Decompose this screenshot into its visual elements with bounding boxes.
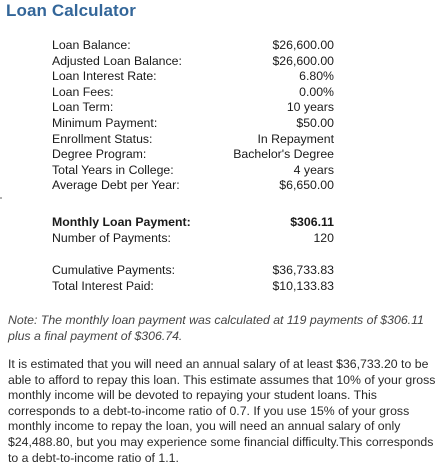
totals-summary xyxy=(52,263,334,294)
total-interest-paid-row xyxy=(52,279,334,295)
detail-label: Adjusted Loan Balance: xyxy=(52,53,182,68)
total-interest-label: Total Interest Paid: xyxy=(52,278,154,293)
detail-value: 10 years xyxy=(286,100,334,115)
monthly-payment-value: $306.11 xyxy=(290,215,334,229)
detail-value: $26,600.00 xyxy=(272,38,334,52)
detail-row-loan-term xyxy=(52,100,334,116)
cumulative-payments-value: $36,733.83 xyxy=(272,263,334,277)
detail-value: $26,600.00 xyxy=(272,53,334,68)
loan-details-list xyxy=(52,38,334,194)
detail-value: 6.80% xyxy=(299,69,334,84)
detail-label: Enrollment Status: xyxy=(52,131,153,146)
detail-row-total-years-in-college xyxy=(52,163,334,179)
total-interest-value: $10,133.83 xyxy=(272,278,334,293)
number-of-payments-row xyxy=(52,231,334,247)
cumulative-payments-row xyxy=(52,263,334,279)
detail-value: $6,650.00 xyxy=(279,178,334,193)
detail-label: Loan Interest Rate: xyxy=(52,69,157,84)
detail-label: Minimum Payment: xyxy=(52,115,158,130)
detail-label: Total Years in College: xyxy=(52,162,174,177)
payment-note: Note: The monthly loan payment was calculated at 119 payments of $306.11 plus a final payment of $306.74. xyxy=(8,313,424,343)
loan-calculator-title: Loan Calculator xyxy=(6,1,136,20)
detail-row-loan-interest-rate xyxy=(52,69,334,85)
detail-label: Degree Program: xyxy=(52,147,147,162)
detail-value: $50.00 xyxy=(296,115,334,130)
detail-label: Loan Term: xyxy=(52,100,114,115)
detail-label: Average Debt per Year: xyxy=(52,178,180,193)
detail-row-degree-program xyxy=(52,147,334,163)
cumulative-payments-label: Cumulative Payments: xyxy=(52,263,176,277)
detail-row-minimum-payment xyxy=(52,116,334,132)
monthly-loan-payment-row xyxy=(52,215,334,231)
detail-value: Bachelor's Degree xyxy=(233,147,334,162)
detail-value: 4 years xyxy=(293,162,334,177)
detail-row-enrollment-status xyxy=(52,132,334,148)
detail-label: Loan Balance: xyxy=(52,38,131,52)
detail-value: In Repayment xyxy=(257,131,334,146)
detail-row-loan-balance xyxy=(52,38,334,54)
payment-summary xyxy=(52,215,334,246)
monthly-payment-label: Monthly Loan Payment: xyxy=(52,215,191,229)
decorative-dot xyxy=(0,197,2,199)
salary-estimate-paragraph: It is estimated that you will need an annual salary of at least $36,733.20 to be able to afford to repay this loan. This estimate assumes that 10% of your gross monthly income will be devoted to repaying your student loans. This corresponds to a debt-to-income ratio of 0.7. If you use 15% of your gross monthly income to repay the loan, you will need an annual salary of only $24,488.80, but you may experience some financial difficulty.This corresponds to a debt-to-income ratio of 1.1. xyxy=(8,357,436,465)
detail-row-loan-fees xyxy=(52,85,334,101)
detail-row-adjusted-loan-balance xyxy=(52,54,334,70)
detail-row-average-debt-per-year xyxy=(52,178,334,194)
number-of-payments-label: Number of Payments: xyxy=(52,230,171,245)
detail-value: 0.00% xyxy=(299,84,334,99)
detail-label: Loan Fees: xyxy=(52,84,114,99)
number-of-payments-value: 120 xyxy=(313,230,334,245)
